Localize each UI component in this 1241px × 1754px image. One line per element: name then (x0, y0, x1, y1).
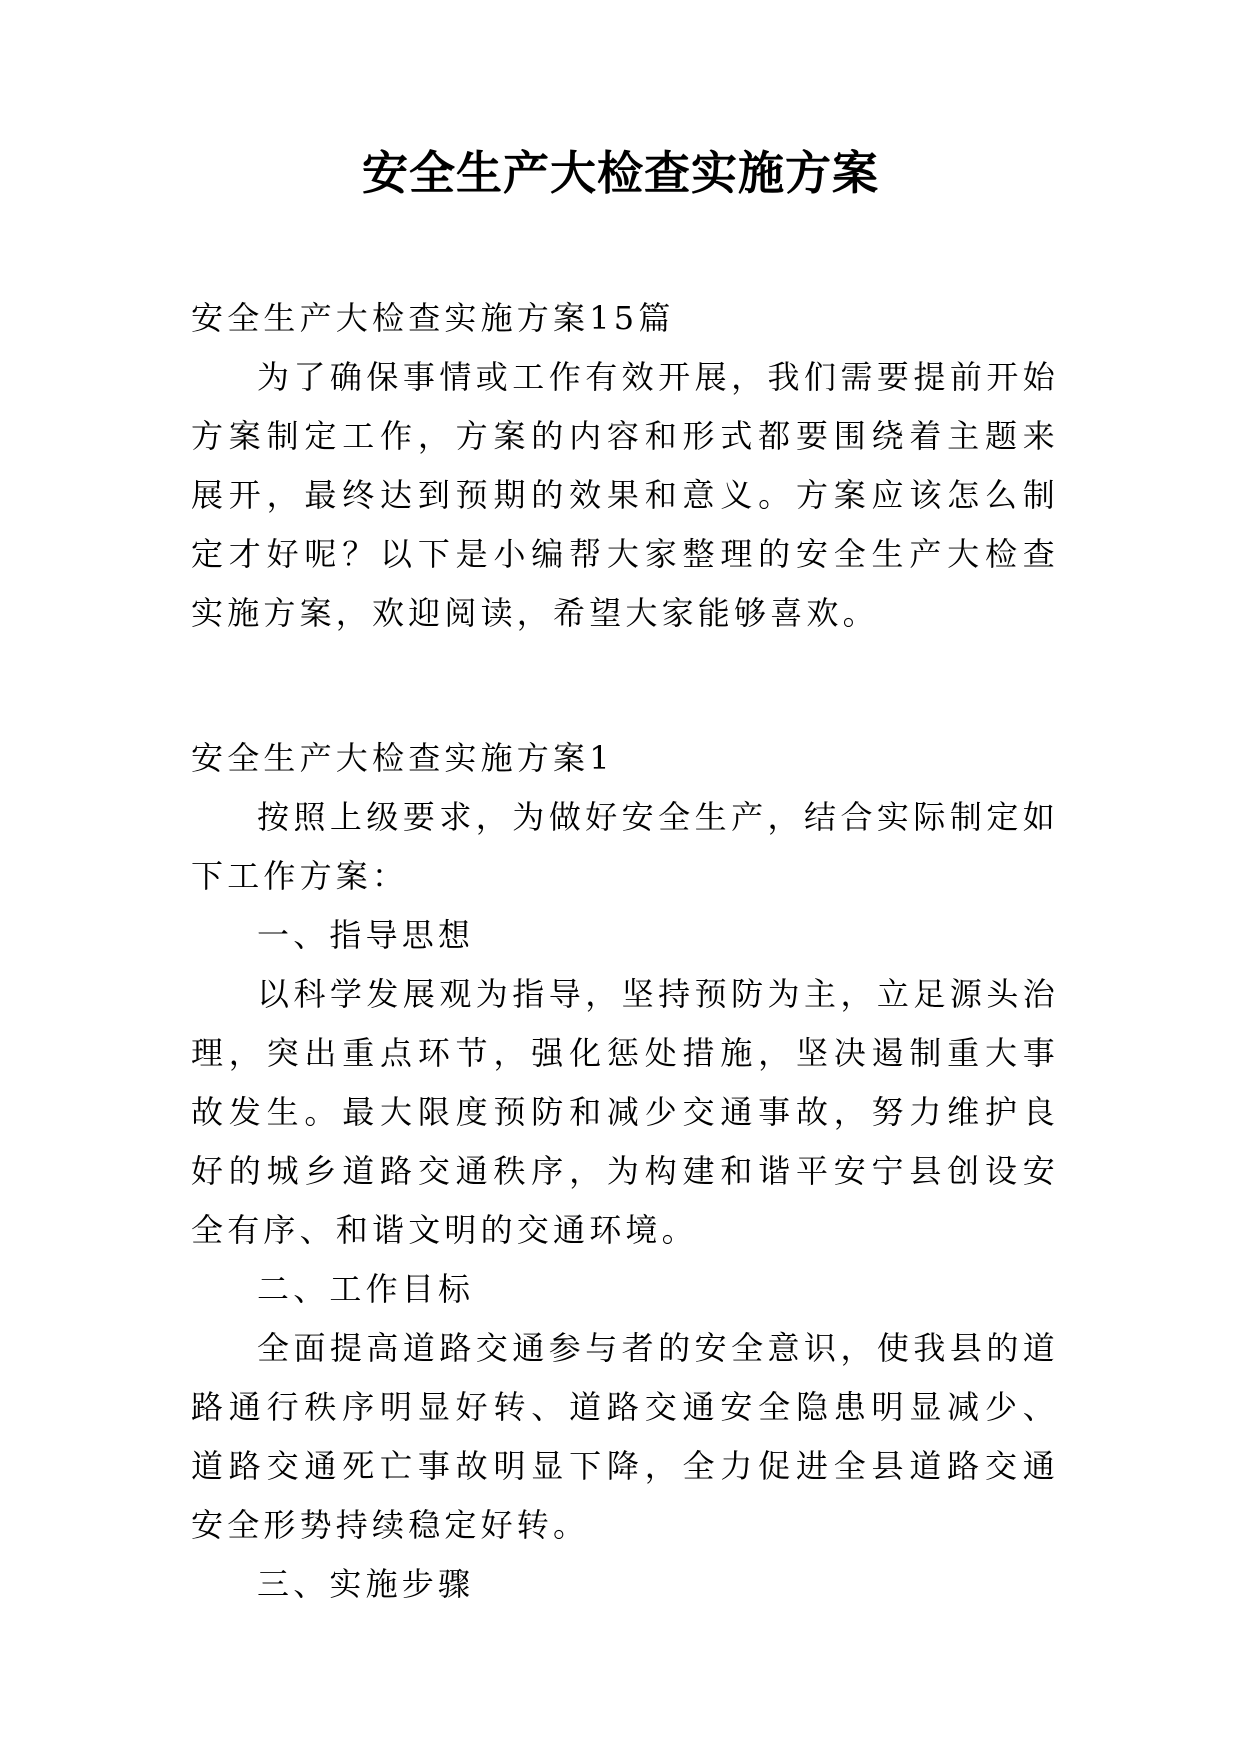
section-title: 安全生产大检查实施方案1 (191, 739, 614, 777)
document-body (191, 289, 1059, 1614)
section-opening-paragraph: 按照上级要求，为做好安全生产，结合实际制定如下工作方案： (191, 798, 1059, 895)
heading-implementation-steps: 三、实施步骤 (257, 1565, 475, 1603)
paragraph-work-goals: 全面提高道路交通参与者的安全意识，使我县的道路通行秩序明显好转、道路交通安全隐患明显减少、道路交通死亡事故明显下降，全力促进全县道路交通安全形势持续稳定好转。 (191, 1329, 1059, 1544)
heading-work-goals: 二、工作目标 (257, 1270, 475, 1308)
heading-guiding-ideology: 一、指导思想 (257, 916, 475, 954)
document-subtitle: 安全生产大检查实施方案15篇 (191, 299, 675, 337)
document-title: 安全生产大检查实施方案 (362, 146, 879, 200)
paragraph-guiding-ideology: 以科学发展观为指导，坚持预防为主，立足源头治理，突出重点环节，强化惩处措施，坚决遏制重大事故发生。最大限度预防和减少交通事故，努力维护良好的城乡道路交通秩序，为构建和谐平安宁县创设安全有序、和谐文明的交通环境。 (191, 975, 1059, 1249)
intro-paragraph: 为了确保事情或工作有效开展，我们需要提前开始方案制定工作，方案的内容和形式都要围绕着主题来展开，最终达到预期的效果和意义。方案应该怎么制定才好呢？以下是小编帮大家整理的安全生产大检查实施方案，欢迎阅读，希望大家能够喜欢。 (191, 358, 1059, 632)
